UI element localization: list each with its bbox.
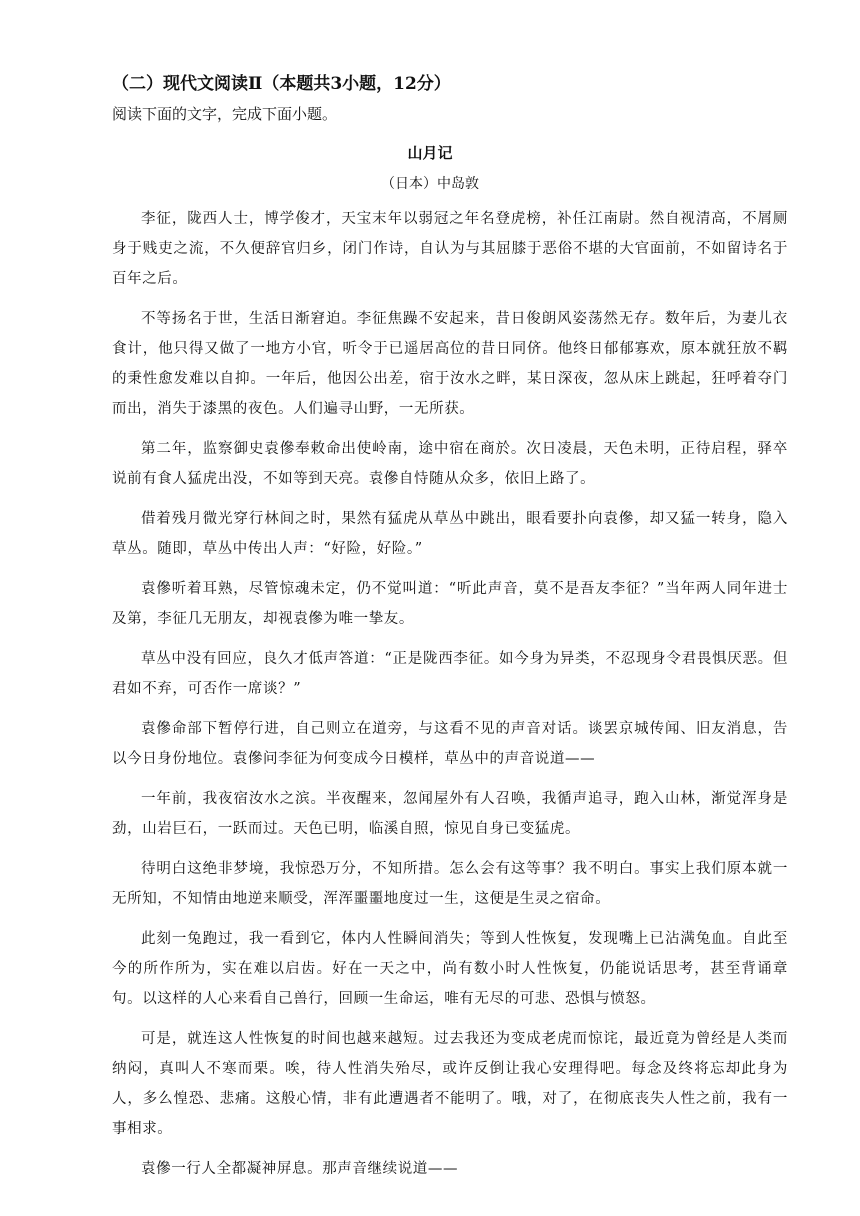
reading-instruction: 阅读下面的文字，完成下面小题。 [112, 105, 338, 123]
paragraph: 借着残月微光穿行林间之时，果然有猛虎从草丛中跳出，眼看要扑向袁傪，却又猛一转身，隐入草丛。随即，草丛中传出人声：“好险，好险。” [112, 511, 788, 557]
paragraph: 可是，就连这人性恢复的时间也越来越短。过去我还为变成老虎而惊诧，最近竟为曾经是人类而纳闷，真叫人不寒而栗。唉，待人性消失殆尽，或许反倒让我心安理得吧。每念及终将忘却此身为人，多么惶恐、悲痛。这般心情，非有此遭遇者不能明了。哦，对了，在彻底丧失人性之前，我有一事相求。 [112, 1031, 788, 1137]
paragraph: 袁傪听着耳熟，尽管惊魂未定，仍不觉叫道：“听此声音，莫不是吾友李征？”当年两人同年进士及第，李征几无朋友，却视袁傪为唯一挚友。 [112, 581, 788, 627]
paragraph: 一年前，我夜宿汝水之滨。半夜醒来，忽闻屋外有人召唤，我循声追寻，跑入山林，渐觉浑身是劲，山岩巨石，一跃而过。天色已明，临溪自照，惊见自身已变猛虎。 [112, 791, 788, 837]
article-title: 山月记 [407, 144, 453, 162]
section-heading: （二）现代文阅读Ⅱ（本题共3小题，12分） [112, 74, 451, 94]
paragraph: 草丛中没有回应，良久才低声答道：“正是陇西李征。如今身为异类，不忍现身令君畏惧厌恶。但君如不弃，可否作一席谈？” [112, 651, 788, 697]
paragraph: 不等扬名于世，生活日渐窘迫。李征焦躁不安起来，昔日俊朗风姿荡然无存。数年后，为妻儿衣食计，他只得又做了一地方小官，听令于已遥居高位的昔日同侪。他终日郁郁寡欢，原本就狂放不羁的秉性愈发难以自抑。一年后，他因公出差，宿于汝水之畔，某日深夜，忽从床上跳起，狂呼着夺门而出，消失于漆黑的夜色。人们遍寻山野，一无所获。 [112, 311, 788, 417]
article-body [112, 204, 788, 1194]
paragraph: 待明白这绝非梦境，我惊恐万分，不知所措。怎么会有这等事？我不明白。事实上我们原本就一无所知，不知情由地逆来顺受，浑浑噩噩地度过一生，这便是生灵之宿命。 [112, 861, 788, 907]
paragraph: 第二年，监察御史袁傪奉敕命出使岭南，途中宿在商於。次日凌晨，天色未明，正待启程，驿卒说前有食人猛虎出没，不如等到天亮。袁傪自恃随从众多，依旧上路了。 [112, 441, 788, 487]
article-author: （日本）中岛敦 [381, 176, 479, 192]
paragraph: 袁傪命部下暂停行进，自己则立在道旁，与这看不见的声音对话。谈罢京城传闻、旧友消息，告以今日身份地位。袁傪问李征为何变成今日模样，草丛中的声音说道—— [112, 721, 788, 767]
paragraph: 袁傪一行人全都凝神屏息。那声音继续说道—— [141, 1161, 459, 1177]
paragraph: 李征，陇西人士，博学俊才，天宝末年以弱冠之年名登虎榜，补任江南尉。然自视清高，不屑厕身于贱吏之流，不久便辞官归乡，闭门作诗，自认为与其屈膝于恶俗不堪的大官面前，不如留诗名于百年之后。 [112, 211, 788, 287]
paragraph: 此刻一兔跑过，我一看到它，体内人性瞬间消失；等到人性恢复，发现嘴上已沾满兔血。自此至今的所作所为，实在难以启齿。好在一天之中，尚有数小时人性恢复，仍能说话思考，甚至背诵章句。以这样的人心来看自己兽行，回顾一生命运，唯有无尽的可悲、恐惧与愤怒。 [112, 931, 788, 1007]
